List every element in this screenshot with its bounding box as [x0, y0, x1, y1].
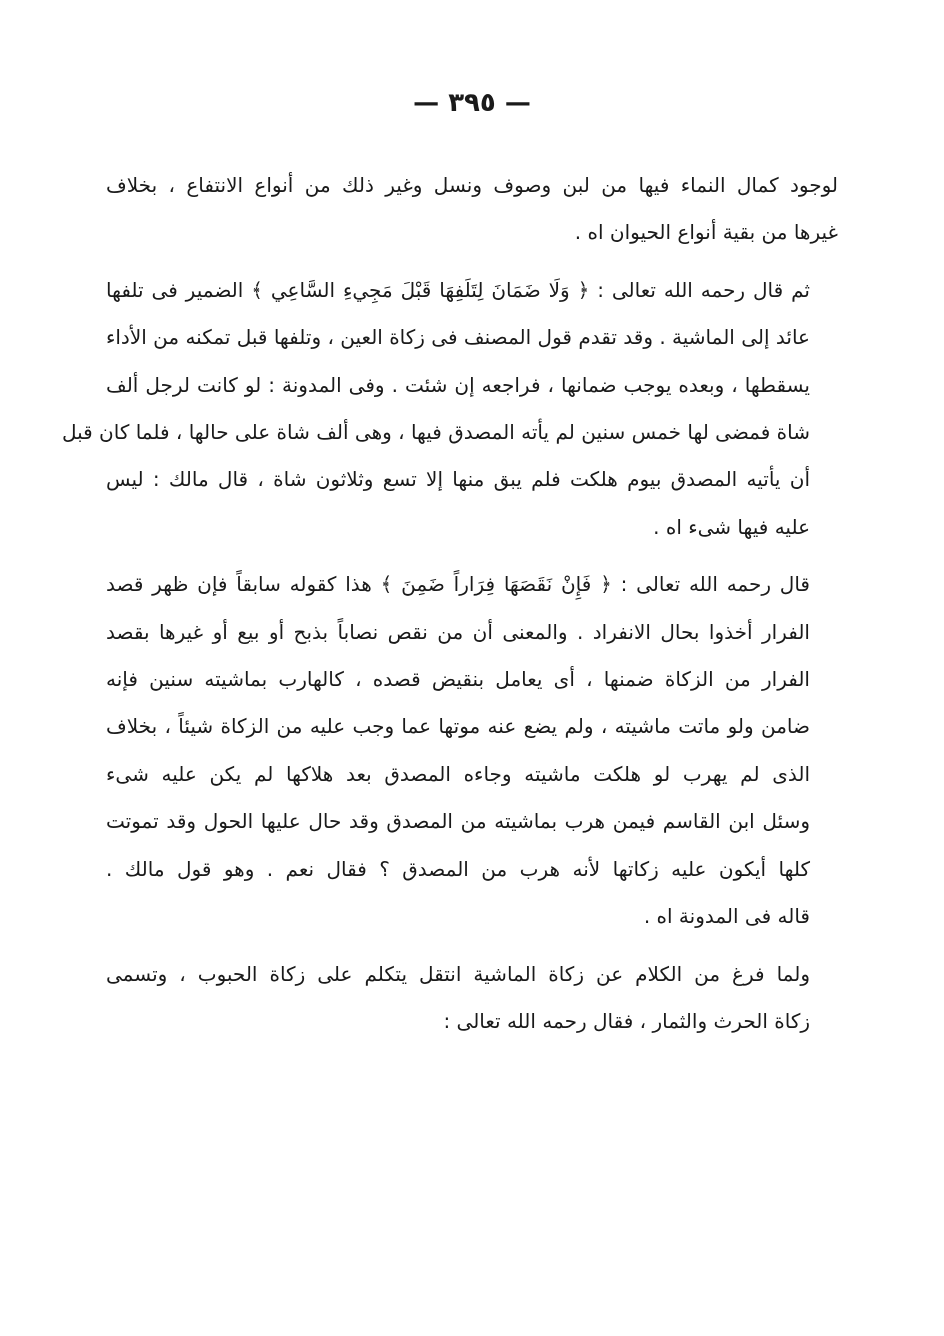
text-line: قاله فى المدونة اه . — [643, 904, 810, 929]
text-line: ضامن ولو ماتت ماشيته ، ولم يضع عنه موتها عما وجب عليه من الزكاة شيئاً ، بخلاف — [106, 714, 810, 739]
text-line: زكاة الحرث والثمار ، فقال رحمه الله تعالى : — [443, 1008, 810, 1033]
text-line: لوجود كمال النماء فيها من لبن وصوف ونسل وغير ذلك من أنواع الانتفاع ، بخلاف — [106, 173, 838, 197]
paragraph-2 — [61, 267, 838, 551]
body-text — [61, 162, 838, 1055]
paragraph-4 — [106, 951, 838, 1046]
text-line: ثم قال رحمه الله تعالى : ﴿ وَلَا ضَمَانَ لِتَلَفِهَا قَبْلَ مَجِيءِ السَّاعِي ﴾ الضمير فى تلفها — [106, 277, 810, 302]
text-line: الذى لم يهرب لو هلكت ماشيته وجاءه المصدق بعد هلاكها لم يكن عليه شىء — [106, 761, 810, 786]
paragraph-1 — [106, 162, 838, 257]
text-line: الفرار أخذوا بحال الانفراد . والمعنى أن من نقص نصاباً بذبح أو بيع أو غيرها بقصد — [106, 619, 810, 644]
text-line: شاة فمضى لها خمس سنين لم يأته المصدق فيها ، وهى ألف شاة على حالها ، فلما كان قبل — [61, 420, 810, 445]
text-line: وسئل ابن القاسم فيمن هرب بماشيته من المصدق وقد حال عليها الحول وقد تموتت — [106, 809, 810, 834]
text-line: كلها أيكون عليه زكاتها لأنه هرب من المصدق ؟ فقال نعم . وهو قول مالك . — [106, 856, 810, 881]
text-line: يسقطها ، وبعده يوجب ضمانها ، فراجعه إن شئت . وفى المدونة : لو كانت لرجل ألف — [106, 372, 810, 397]
text-line: قال رحمه الله تعالى : ﴿ فَإِنْ نَقَصَهَا فِرَاراً ضَمِنَ ﴾ هذا كقوله سابقاً فإن ظهر قصد — [106, 572, 810, 597]
page-number: — ٣٩٥ — — [413, 88, 531, 118]
paragraph-3 — [106, 561, 838, 940]
text-line: ولما فرغ من الكلام عن زكاة الماشية انتقل يتكلم على زكاة الحبوب ، وتسمى — [106, 961, 810, 986]
text-line: عائد إلى الماشية . وقد تقدم قول المصنف فى زكاة العين ، وتلفها قبل تمكنه من الأداء — [105, 325, 810, 350]
text-line: أن يأتيه المصدق بيوم هلكت فلم يبق منها إلا تسع وثلاثون شاة ، قال مالك : ليس — [106, 467, 810, 492]
text-line: عليه فيها شىء اه . — [653, 514, 810, 539]
text-line: الفرار من الزكاة ضمنها ، أى يعامل بنقيض قصده ، كالهارب بماشيته سنين فإنه — [106, 667, 810, 692]
text-line: غيرها من بقية أنواع الحيوان اه . — [574, 220, 838, 245]
